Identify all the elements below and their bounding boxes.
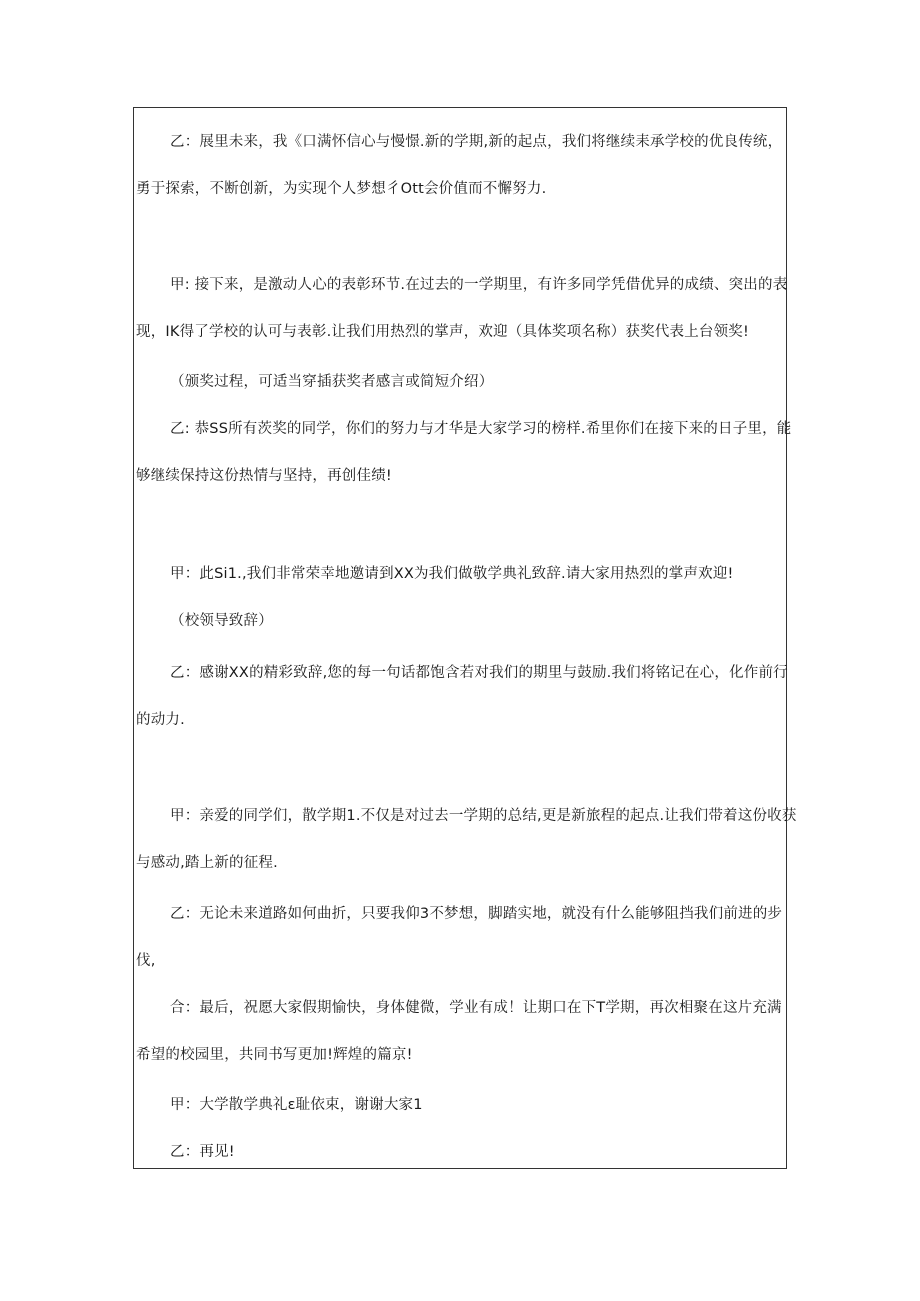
- text-line: 甲：亲爱的同学们，散学期1.不仅是对过去一学期的总结,更是新旅程的起点.让我们带着这份收获: [170, 808, 797, 824]
- text-line: 甲: 接下来，是激动人心的表彰环节.在过去的一学期里，有许多同学凭借优异的成绩、突出的表: [170, 277, 788, 293]
- text-line: 的动力.: [136, 712, 185, 728]
- text-line: 乙：感谢XX的精彩致辞,您的每一句话都饱含若对我们的期里与鼓励.我们将铭记在心，化作前行: [170, 665, 788, 681]
- text-line: 现，IK得了学校的认可与表彰.让我们用热烈的掌声，欢迎（具体奖项名称）获奖代表上台领奖!: [136, 324, 750, 340]
- paragraph-new-journey: [136, 793, 797, 887]
- text-line: 伐,: [136, 953, 156, 969]
- text-line: 与感动,踏上新的征程.: [136, 855, 278, 871]
- text-line: （颁奖过程，可适当穿插获奖者感言或简短介绍）: [170, 374, 494, 390]
- paragraph-goodbye: [136, 1129, 782, 1176]
- text-line: 乙：无论未来道路如何曲折，只要我仰3不梦想，脚踏实地，就没有什么能够阻挡我们前进的步: [170, 906, 783, 922]
- text-line: 合：最后，祝愿大家假期愉快，身体健微，学业有成！让期口在下T学期，再次相聚在这片充满: [170, 1000, 782, 1016]
- text-line: 勇于探索，不断创新，为实现个人梦想彳Ott会价值而不懈努力.: [136, 181, 547, 197]
- paragraph-ceremony-end: [136, 1082, 782, 1129]
- paragraph-congratulations: [136, 406, 792, 500]
- text-line: 乙：展里未来，我《口满怀信心与慢憬.新的学期,新的起点，我们将继续耒承学校的优良传统，: [170, 134, 783, 150]
- text-line: 甲：此Si1.,我们非常荣幸地邀请到XX为我们做敬学典礼致辞.请大家用热烈的掌声欢迎!: [170, 566, 734, 582]
- paragraph-award-process: [136, 359, 782, 406]
- text-line: 希望的校园里，共同书写更加!辉煌的篇京!: [136, 1047, 413, 1063]
- text-line: （校领导致辞）: [170, 613, 273, 629]
- paragraph-holiday-wishes: [136, 985, 782, 1079]
- text-line: 甲：大学散学典礼ε耻依束，谢谢大家1: [170, 1097, 423, 1113]
- paragraph-speech: [136, 598, 782, 645]
- text-line: 够继续保持这份热情与坚持，再创佳绩!: [136, 468, 392, 484]
- paragraph-thanks-speaker: [136, 650, 788, 744]
- paragraph-invite-speaker: [136, 551, 782, 598]
- paragraph-closing-outlook: [136, 119, 782, 213]
- paragraph-award-intro: [136, 262, 788, 356]
- paragraph-perseverance: [136, 891, 782, 985]
- text-line: 乙：再见!: [170, 1144, 235, 1160]
- text-line: 乙: 恭SS所有茨奖的同学，你们的努力与才华是大家学习的榜样.希里你们在接下来的日子里，能: [170, 421, 792, 437]
